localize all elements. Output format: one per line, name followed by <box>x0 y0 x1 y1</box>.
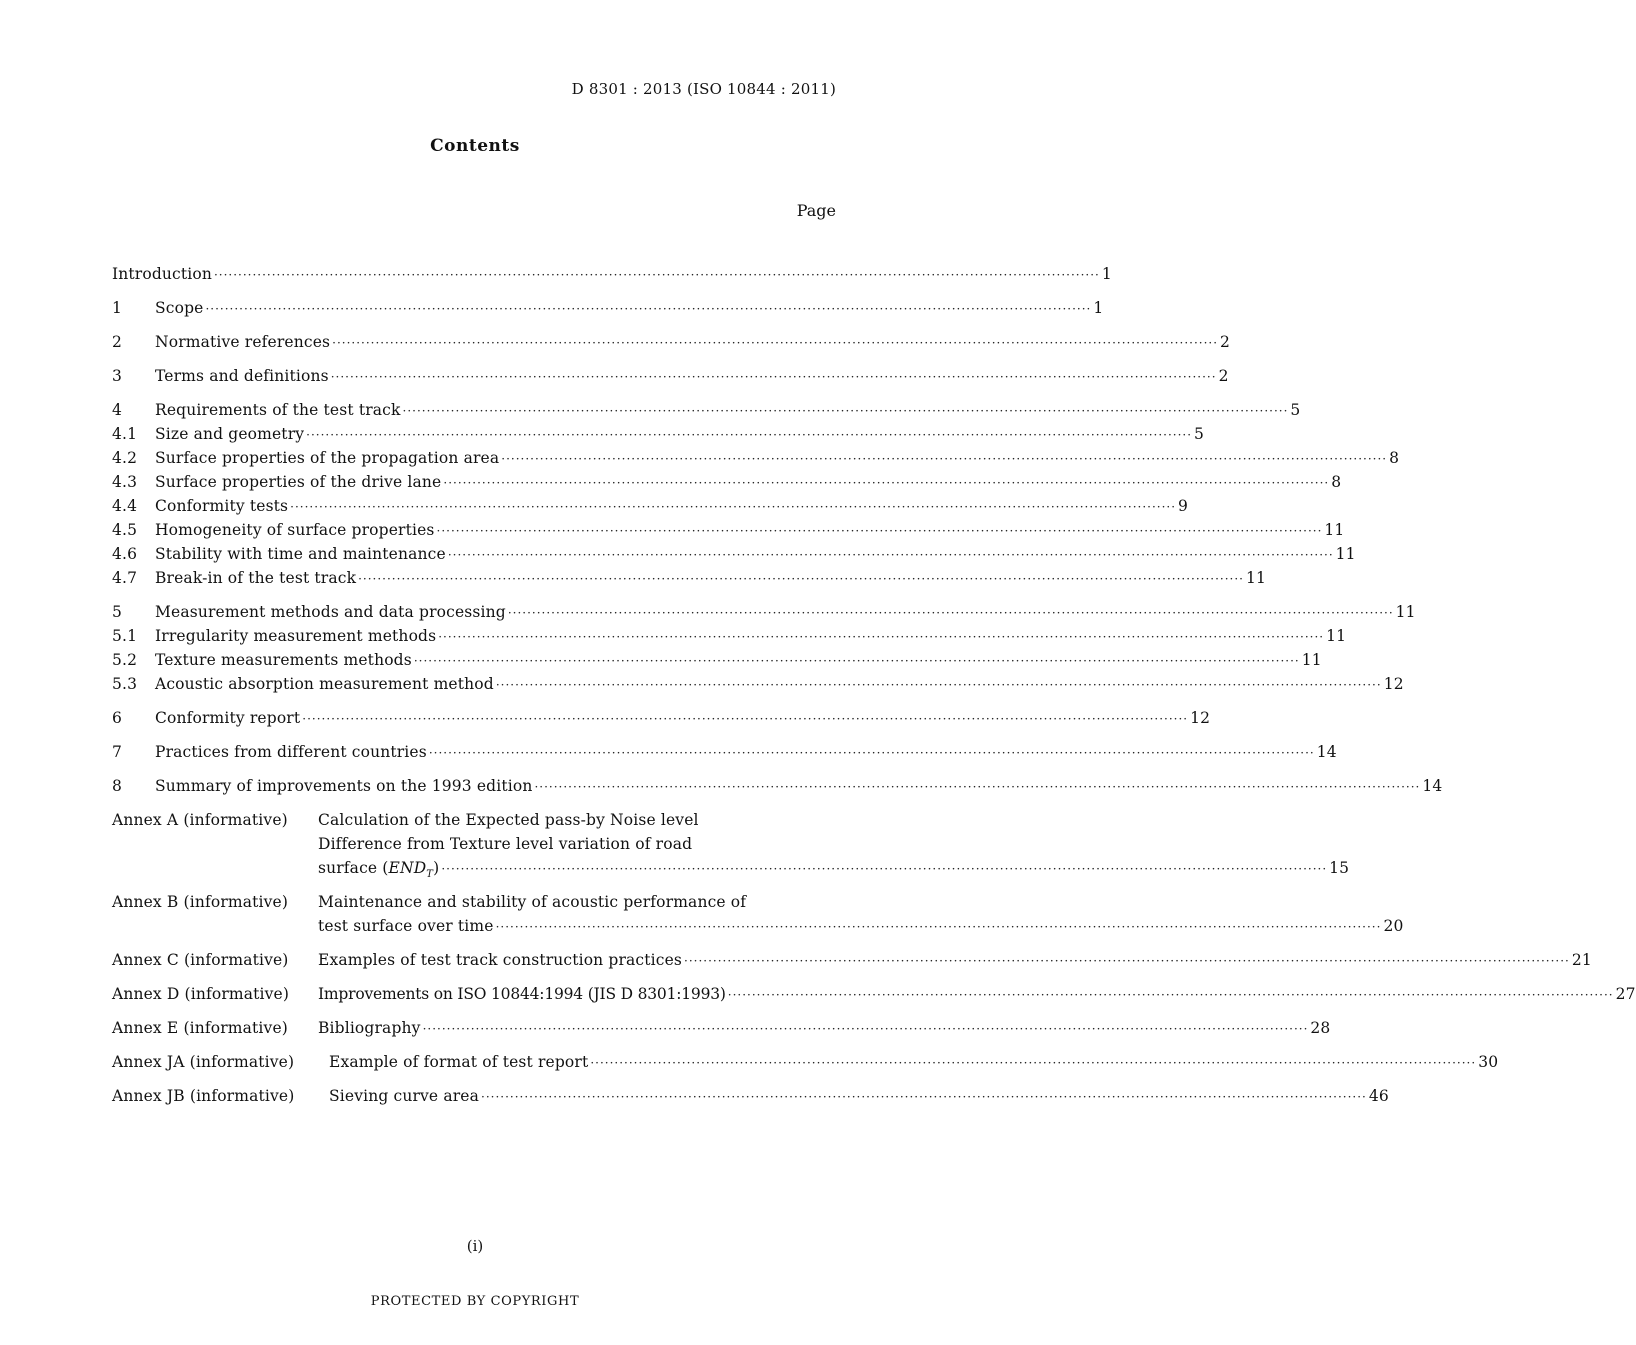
table-of-contents <box>112 262 1636 1108</box>
toc-entry-title: Measurement methods and data processing <box>155 603 506 621</box>
toc-entry-page: 11 <box>1301 651 1322 669</box>
toc-entry-title: Introduction <box>112 265 212 283</box>
toc-entry-title: Normative references <box>155 333 331 351</box>
leader-dots <box>441 857 1327 881</box>
toc-entry-page: 2 <box>1218 367 1229 385</box>
toc-entry-title: Size and geometry <box>155 425 305 443</box>
toc-entry-page: 1 <box>1101 265 1112 283</box>
toc-entry-title: Irregularity measurement methods <box>155 627 437 645</box>
leader-dots <box>331 365 1217 389</box>
annex-c-page: 21 <box>1571 951 1592 969</box>
annex-a-id: Annex A (informative) <box>112 811 288 829</box>
leader-dots <box>443 471 1329 495</box>
toc-entry-page: 8 <box>1331 473 1342 491</box>
annex-e-page: 28 <box>1310 1019 1331 1037</box>
annex-jb-title: Sieving curve area <box>329 1087 479 1105</box>
toc-entry-title: Texture measurements methods <box>155 651 412 669</box>
annex-ja-page: 30 <box>1478 1053 1499 1071</box>
toc-entry[interactable] <box>112 672 1404 696</box>
toc-entry-page: 14 <box>1316 743 1337 761</box>
toc-entry-number: 5.3 <box>112 675 138 693</box>
toc-annex-c[interactable] <box>112 948 1592 972</box>
annex-c-title: Examples of test track construction practices <box>318 951 682 969</box>
annex-c-id: Annex C (informative) <box>112 951 289 969</box>
leader-dots <box>496 915 1382 939</box>
toc-entry[interactable] <box>112 740 1337 764</box>
leader-dots <box>534 775 1420 799</box>
annex-d-page: 27 <box>1615 985 1636 1003</box>
annex-jb-page: 46 <box>1368 1087 1389 1105</box>
toc-entry-page: 14 <box>1422 777 1443 795</box>
toc-entry-number: 5.2 <box>112 651 138 669</box>
toc-entry-page: 11 <box>1326 627 1347 645</box>
toc-entry[interactable] <box>112 648 1322 672</box>
leader-dots <box>438 625 1324 649</box>
toc-entry-title: Terms and definitions <box>155 367 329 385</box>
leader-dots <box>496 673 1382 697</box>
toc-entry-number: 5.1 <box>112 627 138 645</box>
leader-dots <box>332 331 1218 355</box>
annex-e-id: Annex E (informative) <box>112 1019 288 1037</box>
toc-entry[interactable] <box>112 494 1189 518</box>
annex-b-page: 20 <box>1383 917 1404 935</box>
annex-a-title-line-1: Calculation of the Expected pass-by Noise level <box>318 811 699 829</box>
toc-entry-number: 4.6 <box>112 545 138 563</box>
leader-dots <box>205 297 1091 321</box>
toc-entry[interactable] <box>112 330 1231 354</box>
toc-entry-number: 4.2 <box>112 449 138 467</box>
leader-dots <box>306 423 1192 447</box>
document-id: D 8301 : 2013 (ISO 10844 : 2011) <box>571 80 836 98</box>
toc-entry[interactable] <box>112 518 1345 542</box>
toc-annex-d[interactable] <box>112 982 1636 1006</box>
toc-entry-page: 9 <box>1178 497 1189 515</box>
toc-entry[interactable] <box>112 706 1211 730</box>
toc-entry-page: 2 <box>1220 333 1231 351</box>
annex-b-title-line-2: test surface over time <box>318 917 494 935</box>
toc-entry-number: 4.7 <box>112 569 138 587</box>
leader-dots <box>358 567 1244 591</box>
copyright-notice: PROTECTED BY COPYRIGHT <box>370 1294 580 1309</box>
toc-entry-title: Homogeneity of surface properties <box>155 521 435 539</box>
toc-entry[interactable] <box>112 422 1205 446</box>
toc-entry-title: Acoustic absorption measurement method <box>155 675 494 693</box>
toc-entry-number: 8 <box>112 777 123 795</box>
annex-b-title-line-1: Maintenance and stability of acoustic performance of <box>318 893 747 911</box>
toc-entry[interactable] <box>112 542 1356 566</box>
toc-entry[interactable] <box>112 566 1266 590</box>
toc-entry-page: 12 <box>1383 675 1404 693</box>
leader-dots <box>290 495 1176 519</box>
page-number: (i) <box>466 1237 484 1255</box>
toc-entry[interactable] <box>112 296 1104 320</box>
toc-entry-number: 4.1 <box>112 425 138 443</box>
toc-entry[interactable] <box>112 364 1229 388</box>
toc-entry-page: 11 <box>1395 603 1416 621</box>
toc-entry[interactable] <box>112 262 1112 286</box>
toc-entry-number: 4.4 <box>112 497 138 515</box>
toc-annex-e[interactable] <box>112 1016 1331 1040</box>
leader-dots <box>214 263 1100 287</box>
toc-entry-page: 1 <box>1093 299 1104 317</box>
leader-dots <box>481 1085 1367 1109</box>
leader-dots <box>414 649 1300 673</box>
toc-entry-number: 1 <box>112 299 123 317</box>
toc-entries <box>112 262 1443 798</box>
toc-annex-a[interactable] <box>112 808 1350 881</box>
toc-entry[interactable] <box>112 600 1416 624</box>
annex-ja-id: Annex JA (informative) <box>112 1053 295 1071</box>
toc-entry-title: Surface properties of the drive lane <box>155 473 442 491</box>
leader-dots <box>429 741 1315 765</box>
page-title: Contents <box>430 136 520 156</box>
toc-entry-title: Conformity report <box>155 709 301 727</box>
annex-d-title: Improvements on ISO 10844:1994 (JIS D 8301:1993) <box>318 985 726 1003</box>
toc-entry-title: Scope <box>155 299 204 317</box>
leader-dots <box>302 707 1188 731</box>
annex-a-title-line-3: surface $(END_T)$ <box>318 859 440 881</box>
toc-entry-number: 4 <box>112 401 123 419</box>
toc-entry[interactable] <box>112 470 1342 494</box>
leader-dots <box>403 399 1289 423</box>
toc-entry[interactable] <box>112 398 1301 422</box>
toc-entry[interactable] <box>112 446 1400 470</box>
annex-ja-title: Example of format of test report <box>329 1053 589 1071</box>
toc-entry-page: 5 <box>1290 401 1301 419</box>
leader-dots <box>684 949 1570 973</box>
toc-entry-page: 11 <box>1245 569 1266 587</box>
toc-entry-number: 7 <box>112 743 123 761</box>
toc-entry-number: 5 <box>112 603 123 621</box>
annex-b-id: Annex B (informative) <box>112 893 289 911</box>
toc-entry-page: 8 <box>1389 449 1400 467</box>
page-column-label: Page <box>796 201 836 220</box>
leader-dots <box>508 601 1394 625</box>
leader-dots <box>437 519 1323 543</box>
leader-dots <box>448 543 1334 567</box>
annex-a-page: 15 <box>1329 859 1350 877</box>
toc-entry-number: 2 <box>112 333 123 351</box>
toc-entry[interactable] <box>112 774 1443 798</box>
toc-entry-page: 12 <box>1190 709 1211 727</box>
toc-entry-page: 5 <box>1194 425 1205 443</box>
toc-entry-title: Practices from different countries <box>155 743 427 761</box>
toc-entry-title: Conformity tests <box>155 497 289 515</box>
leader-dots <box>501 447 1387 471</box>
toc-annex-jb[interactable] <box>112 1084 1389 1108</box>
toc-entry-number: 6 <box>112 709 123 727</box>
leader-dots <box>728 983 1614 1007</box>
leader-dots <box>590 1051 1476 1075</box>
toc-entry-number: 4.3 <box>112 473 138 491</box>
annex-d-id: Annex D (informative) <box>112 985 290 1003</box>
toc-entry-title: Stability with time and maintenance <box>155 545 446 563</box>
toc-entry-number: 4.5 <box>112 521 138 539</box>
toc-entry-title: Summary of improvements on the 1993 edition <box>155 777 533 795</box>
toc-annex-b[interactable] <box>112 890 1404 938</box>
annex-a-title-line-2: Difference from Texture level variation of road <box>318 835 693 853</box>
toc-entry-page: 11 <box>1335 545 1356 563</box>
toc-entry[interactable] <box>112 624 1347 648</box>
toc-entry-number: 3 <box>112 367 123 385</box>
annex-jb-id: Annex JB (informative) <box>112 1087 295 1105</box>
toc-entry-title: Requirements of the test track <box>155 401 401 419</box>
toc-entry-title: Break-in of the test track <box>155 569 357 587</box>
leader-dots <box>423 1017 1309 1041</box>
toc-entry-page: 11 <box>1324 521 1345 539</box>
toc-entry-title: Surface properties of the propagation area <box>155 449 500 467</box>
toc-annex-ja[interactable] <box>112 1050 1499 1074</box>
annex-e-title: Bibliography <box>318 1019 421 1037</box>
